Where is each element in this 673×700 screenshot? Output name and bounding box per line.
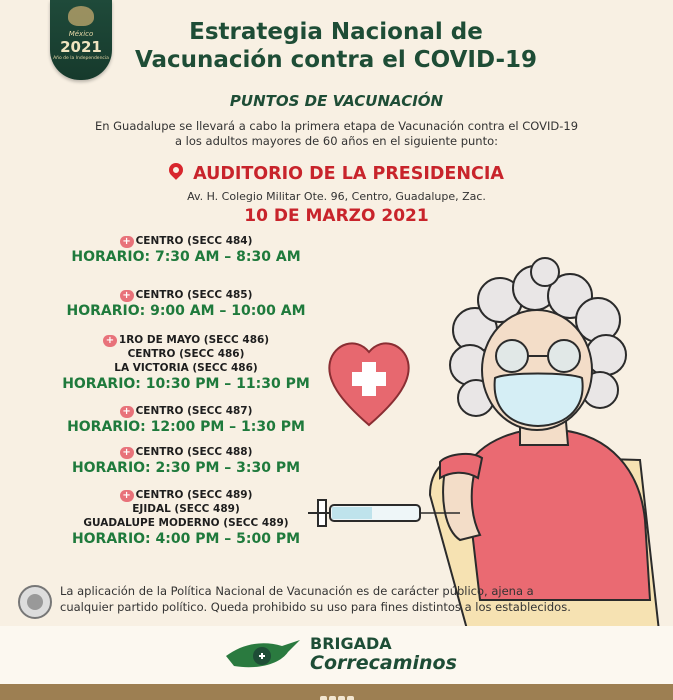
coat-of-arms-seal: [18, 585, 52, 619]
venue-name: AUDITORIO DE LA PRESIDENCIA: [193, 164, 504, 184]
section-line: + CENTRO (SECC 484): [36, 234, 336, 248]
section-line: EJIDAL (SECC 489): [132, 503, 240, 515]
youtube-icon[interactable]: [347, 696, 354, 700]
logo-subtext: Año de la Independencia: [53, 56, 109, 61]
brand-name-line-2: Correcaminos: [310, 652, 457, 674]
schedule-hours: HORARIO: 4:00 PM – 5:00 PM: [71, 531, 301, 547]
schedule-hours: HORARIO: 12:00 PM – 1:30 PM: [67, 419, 305, 435]
section-line: + CENTRO (SECC 487): [36, 404, 336, 418]
instagram-icon[interactable]: [338, 696, 345, 700]
intro-line-2: a los adultos mayores de 60 años en el siguiente punto:: [174, 134, 499, 148]
social-icons: [320, 688, 356, 696]
schedule-hours: HORARIO: 9:00 AM – 10:00 AM: [66, 303, 306, 319]
heart-plus-icon: +: [120, 290, 134, 302]
event-date: 10 DE MARZO 2021: [244, 206, 429, 226]
heart-plus-icon: +: [103, 335, 117, 347]
section-line: GUADALUPE MODERNO (SECC 489): [83, 517, 289, 529]
section-line: LA VICTORIA (SECC 486): [114, 362, 258, 374]
heart-plus-icon: +: [120, 447, 134, 459]
section-subtitle: PUNTOS DE VACUNACIÓN: [229, 92, 444, 110]
section-line: + CENTRO (SECC 489): [36, 488, 336, 502]
logo-mexico-text: México: [68, 30, 94, 38]
twitter-icon[interactable]: [329, 696, 336, 700]
brand-name-line-1: BRIGADA: [310, 634, 392, 653]
venue-address: Av. H. Colegio Militar Ote. 96, Centro, Guadalupe, Zac.: [187, 190, 486, 203]
section-line: + CENTRO (SECC 488): [36, 445, 336, 459]
schedule-hours: HORARIO: 2:30 PM – 3:30 PM: [71, 460, 301, 476]
legal-line-1: La aplicación de la Política Nacional de Vacunación es de carácter público, ajena a: [60, 584, 534, 598]
schedule-hours: HORARIO: 7:30 AM – 8:30 AM: [71, 249, 301, 265]
legal-notice: [60, 583, 640, 615]
logo-year: 2021: [60, 38, 102, 56]
title-line-2: Vacunación contra el COVID-19: [134, 47, 538, 73]
schedule-hours: HORARIO: 10:30 PM – 11:30 PM: [62, 376, 310, 392]
heart-plus-icon: +: [120, 236, 134, 248]
legal-line-2: cualquier partido político. Queda prohibido su uso para fines distintos a los establecidos.: [60, 600, 571, 614]
facebook-icon[interactable]: [320, 696, 327, 700]
roadrunner-logo: [222, 630, 304, 676]
intro-line-1: En Guadalupe se llevará a cabo la primera etapa de Vacunación contra el COVID-19: [94, 119, 579, 133]
section-line: + 1RO DE MAYO (SECC 486): [36, 333, 336, 347]
heart-plus-icon: +: [120, 406, 134, 418]
section-line: + CENTRO (SECC 485): [36, 288, 336, 302]
heart-plus-icon: +: [120, 490, 134, 502]
title-line-1: Estrategia Nacional de: [189, 19, 483, 45]
heart-cross-icon: [329, 343, 408, 425]
section-line: CENTRO (SECC 486): [127, 348, 245, 360]
